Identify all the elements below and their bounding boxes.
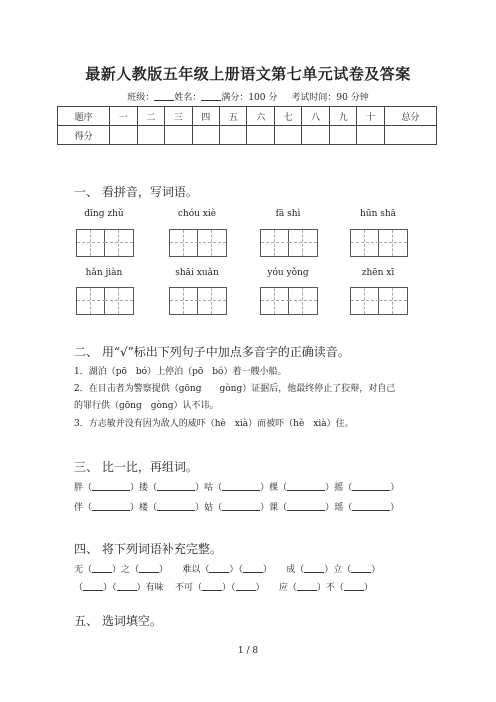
score-table-header-cell: 十	[357, 107, 384, 126]
section-1-heading: 一、 看拼音，写词语。	[74, 185, 198, 199]
name-label: 姓名：	[174, 93, 202, 103]
q3-char: 课	[269, 503, 279, 513]
q2-line-2: 2．在目击者为警察提供（gōng gòng）证据后，他最终停止了狡辩，对自己	[74, 384, 396, 394]
full-score: 满分：100 分	[221, 93, 278, 103]
answer-blank[interactable]	[222, 481, 260, 491]
writing-box[interactable]	[169, 229, 227, 257]
pinyin-label: dīng zhǔ	[84, 209, 124, 219]
score-table-header-cell: 六	[247, 107, 274, 126]
writing-box[interactable]	[350, 287, 408, 315]
q3-row-1: 胖（ ）搂（ ）咕（ ）棵（ ）摇（ ）	[74, 483, 400, 493]
q4-idiom: 应（ ）不（ ）	[278, 583, 373, 593]
answer-blank[interactable]	[209, 563, 229, 573]
section-5-heading: 五、 选词填空。	[74, 614, 162, 628]
q3-char: 摇	[334, 483, 344, 493]
class-label: 班级：	[127, 93, 155, 103]
q3-char: 楼	[139, 503, 149, 513]
score-cell[interactable]	[302, 126, 329, 145]
writing-box[interactable]	[260, 229, 318, 257]
writing-box[interactable]	[350, 229, 408, 257]
writing-box[interactable]	[76, 229, 134, 257]
section-3-heading: 三、 比一比，再组词。	[74, 460, 198, 474]
answer-blank[interactable]	[351, 563, 371, 573]
pinyin-label: hūn shā	[359, 209, 397, 219]
q4-row-1	[74, 562, 380, 575]
exam-time: 考试时间：90 分钟	[291, 93, 369, 103]
score-table-header-row	[58, 107, 437, 126]
q3-char: 伴	[74, 503, 84, 513]
score-cell[interactable]	[329, 126, 356, 145]
q2-line-4: 3．方志敏并没有因为敌人的威吓（hè xià）而被吓（hè xià）住。	[74, 419, 354, 429]
pinyin-label: hǎn jiàn	[85, 268, 123, 278]
score-cell[interactable]	[247, 126, 274, 145]
score-table-header-cell: 四	[192, 107, 219, 126]
answer-blank[interactable]	[157, 501, 195, 511]
answer-blank[interactable]	[92, 501, 130, 511]
writing-box[interactable]	[169, 287, 227, 315]
score-cell[interactable]	[137, 126, 164, 145]
answer-blank[interactable]	[202, 581, 222, 591]
score-cell[interactable]	[165, 126, 192, 145]
q4-idiom: 难以（ ）（ ）	[182, 565, 272, 575]
class-blank[interactable]	[154, 92, 174, 101]
answer-blank[interactable]	[222, 501, 260, 511]
q3-row-2: 伴（ ）楼（ ）姑（ ）课（ ）瑶（ ）	[74, 503, 400, 513]
q4-row-2	[74, 580, 373, 593]
q3-char: 姑	[204, 503, 214, 513]
q3-char: 瑶	[334, 503, 344, 513]
q4-idiom: （ ）（ ）有味	[74, 583, 164, 593]
score-cell[interactable]	[384, 126, 436, 145]
score-cell[interactable]	[220, 126, 247, 145]
score-table-header-cell: 七	[274, 107, 301, 126]
score-table-header-cell: 总分	[384, 107, 436, 126]
answer-blank[interactable]	[139, 563, 159, 573]
answer-blank[interactable]	[92, 563, 112, 573]
answer-blank[interactable]	[287, 481, 325, 491]
exam-info	[0, 90, 496, 103]
score-table-score-row	[58, 126, 437, 145]
score-table-header-cell: 二	[137, 107, 164, 126]
answer-blank[interactable]	[287, 501, 325, 511]
score-table-header-cell: 三	[165, 107, 192, 126]
pinyin-label: zhēn xī	[361, 268, 395, 278]
answer-blank[interactable]	[92, 481, 130, 491]
score-cell[interactable]	[192, 126, 219, 145]
pinyin-label: yóu yǒng	[267, 268, 309, 278]
writing-box[interactable]	[76, 287, 134, 315]
q4-idiom: 成（ ）立（ ）	[286, 565, 381, 575]
answer-blank[interactable]	[344, 581, 364, 591]
q3-char: 棵	[269, 483, 279, 493]
answer-blank[interactable]	[352, 481, 390, 491]
score-table-header-cell: 八	[302, 107, 329, 126]
score-row-label: 得分	[58, 126, 110, 145]
q2-line-3: 的罪行供（gōng gòng）认不讳。	[74, 401, 219, 411]
answer-blank[interactable]	[243, 563, 263, 573]
q2-line-1: 1．湖泊（pō bó）上停泊（pō bó）着一艘小船。	[74, 367, 287, 377]
score-table	[57, 106, 437, 145]
score-table-header-cell: 题序	[58, 107, 110, 126]
writing-box[interactable]	[260, 287, 318, 315]
answer-blank[interactable]	[352, 501, 390, 511]
score-cell[interactable]	[274, 126, 301, 145]
section-2-heading: 二、 用“√”标出下列句子中加点多音字的正确读音。	[74, 345, 350, 359]
page-number: 1 / 8	[237, 646, 259, 656]
score-cell[interactable]	[357, 126, 384, 145]
name-blank[interactable]	[201, 92, 221, 101]
page-title: 最新人教版五年级上册语文第七单元试卷及答案	[85, 65, 411, 83]
answer-blank[interactable]	[157, 481, 195, 491]
pinyin-label: chóu xiè	[177, 209, 217, 219]
answer-blank[interactable]	[83, 581, 103, 591]
pinyin-label: shāi xuǎn	[175, 268, 219, 278]
score-table-header-cell: 一	[110, 107, 137, 126]
q3-char: 咕	[204, 483, 214, 493]
q3-char: 搂	[139, 483, 149, 493]
section-4-heading: 四、 将下列词语补充完整。	[74, 542, 222, 556]
q4-idiom: 不可（ ）（ ）	[175, 583, 265, 593]
answer-blank[interactable]	[236, 581, 256, 591]
answer-blank[interactable]	[117, 581, 137, 591]
score-cell[interactable]	[110, 126, 137, 145]
answer-blank[interactable]	[297, 581, 317, 591]
q3-char: 胖	[74, 483, 84, 493]
score-table-header-cell: 九	[329, 107, 356, 126]
q4-idiom: 无（ ）之（ ）	[74, 565, 169, 575]
pinyin-label: fā shì	[275, 209, 301, 219]
score-table-header-cell: 五	[220, 107, 247, 126]
answer-blank[interactable]	[304, 563, 324, 573]
